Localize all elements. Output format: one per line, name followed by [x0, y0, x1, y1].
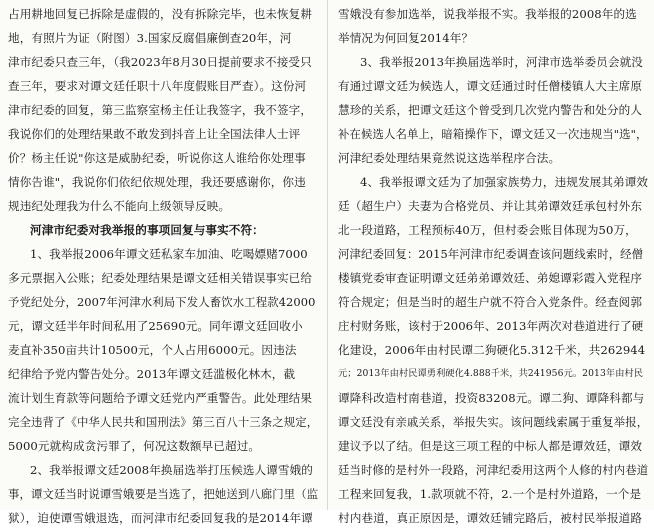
right-page: [327, 0, 654, 525]
text-line: 北一段道路，工程预标40万，但村委会账目体现为50万，: [338, 223, 637, 237]
left-page: [0, 0, 327, 525]
text-line: 廷当时修的是村外一段路，河津纪委用这两个人修的村内巷道: [338, 463, 649, 477]
text-line: 3、我举报2013年换届选举时，河津市选举委员会就没: [360, 55, 643, 69]
text-line: 补在候选人名单上，暗箱操作下，谭文廷又一次违规当"选"，: [338, 127, 648, 141]
text-line: 情你告谁"，我说你们依纪依规处理，我还要感谢你，你违: [8, 175, 306, 189]
text-line: 查三年，要求对谭文廷任职十八年度假账目严查）。这份河: [8, 79, 307, 93]
text-line: 地，有照片为证（附图）3.国家反腐倡廉倒查20年，河: [8, 31, 292, 45]
text-line: 5000元就构成贪污罪了，何况这数额早已超过。: [8, 439, 261, 453]
text-line: 有通过谭文廷为候选人，谭文廷通过时任僧楼镇人大主席原: [338, 79, 643, 93]
text-line: 工程来回复我，1.款项就不符，2.一个是村外道路，一个是: [338, 487, 642, 501]
text-line: 多元票据入公账；纪委处理结果是谭文廷相关错误事实已给: [8, 271, 313, 285]
text-line: 麦直补350亩共计10500元，个人占用6000元。因违法: [8, 343, 297, 357]
text-line: 庄村财务账，该村于2006年、2013年两次对巷道进行了硬: [338, 319, 644, 333]
text-line: 谭降科改造村南巷道，投资83208元。谭二狗、谭降科都与: [338, 391, 645, 405]
text-line: 规违纪处理我为什么不能向上级领导反映。: [8, 199, 231, 213]
text-line: 狱），迫使谭雪娥退选，而河津市纪委回复我的是2014年谭: [8, 511, 313, 525]
text-line: 化建设，2006年由村民谭二狗硬化5.312千米，共262944: [338, 343, 646, 357]
text-line: 河津纪委回复：2015年河津市纪委调查该问题线索时，经僧: [338, 247, 644, 261]
text-line: 完全违背了《中华人民共和国刑法》第三百八十三条之规定，: [8, 415, 319, 429]
text-line: 流计划生育款等问题给予谭文廷党内严重警告。此处理结果: [8, 391, 313, 405]
text-line: 谭文廷没有亲戚关系，举报失实。该问题线索属于重复举报，: [338, 415, 649, 429]
text-line: 河津纪委处理结果竟然说这选举程序合法。: [338, 151, 561, 165]
text-line: 予党纪处分，2007年河津水利局下发人畜饮水工程款42000: [8, 295, 316, 309]
text-line: 津市纪委的回复，第三监察室杨主任让我签字，我不签字，: [8, 103, 313, 117]
text-line: 纪律给予党内警告处分。2013年谭文廷滥极化林木，截: [8, 367, 296, 381]
text-line: 雪娥没有参加选举，说我举报不实。我举报的2008年的选: [338, 7, 637, 21]
text-line: 事，谭文廷当时说谭雪娥要是当选了，把她送到八廊门里（监: [8, 487, 319, 501]
text-line: 廷（超生户）夫妻为合格党员、并让其弟谭效廷承包村外东: [338, 199, 643, 213]
text-line: 我说你们的处理结果敢不敢发到抖音上让全国法律人士评: [8, 127, 301, 141]
section-heading: 河津市纪委对我举报的事项回复与事实不符：: [30, 223, 264, 237]
text-line: 元，谭文廷半年时间私用了25690元。同年谭文廷回收小: [8, 319, 303, 333]
text-line: 元；2013年由村民谭勇利硬化4.888千米，共241956元。2013年由村民: [338, 368, 644, 379]
text-line: 建议予以了结。但是这三项工程的中标人都是谭效廷，谭效: [338, 439, 643, 453]
text-line: 占用耕地回复已拆除是虚假的，没有拆除完毕，也未恢复耕: [8, 7, 313, 21]
text-line: 4、我举报谭文廷为了加强家族势力，违规发展其弟谭效: [360, 175, 649, 189]
text-line: 价？杨主任说"你这是威胁纪委，听说你这人谁给你处理事: [8, 151, 306, 165]
text-line: 举情况为何回复2014年？: [338, 31, 474, 45]
text-line: 慧珍的关系，把谭文廷这个曾受到几次党内警告和处分的人: [338, 103, 643, 117]
text-line: 楼镇党委审查证明谭文廷弟弟谭效廷、弟媳谭彩霞入党程序: [338, 271, 643, 285]
text-line: 符合规定；但是当时的超生户就不符合入党条件。经查阅郭: [338, 295, 643, 309]
text-line: 村内巷道，真正原因是，谭效廷铺完路后，被村民举报道路: [338, 511, 643, 525]
text-line: 津市纪委只查三年，（我2023年8月30日提前要求不接受只: [8, 55, 312, 69]
text-line: 1、我举报2006年谭文廷私家车加油、吃喝嫖赌7000: [30, 247, 308, 261]
text-line: 2、我举报谭文廷2008年换届选举打压候选人谭雪娥的: [30, 463, 313, 477]
